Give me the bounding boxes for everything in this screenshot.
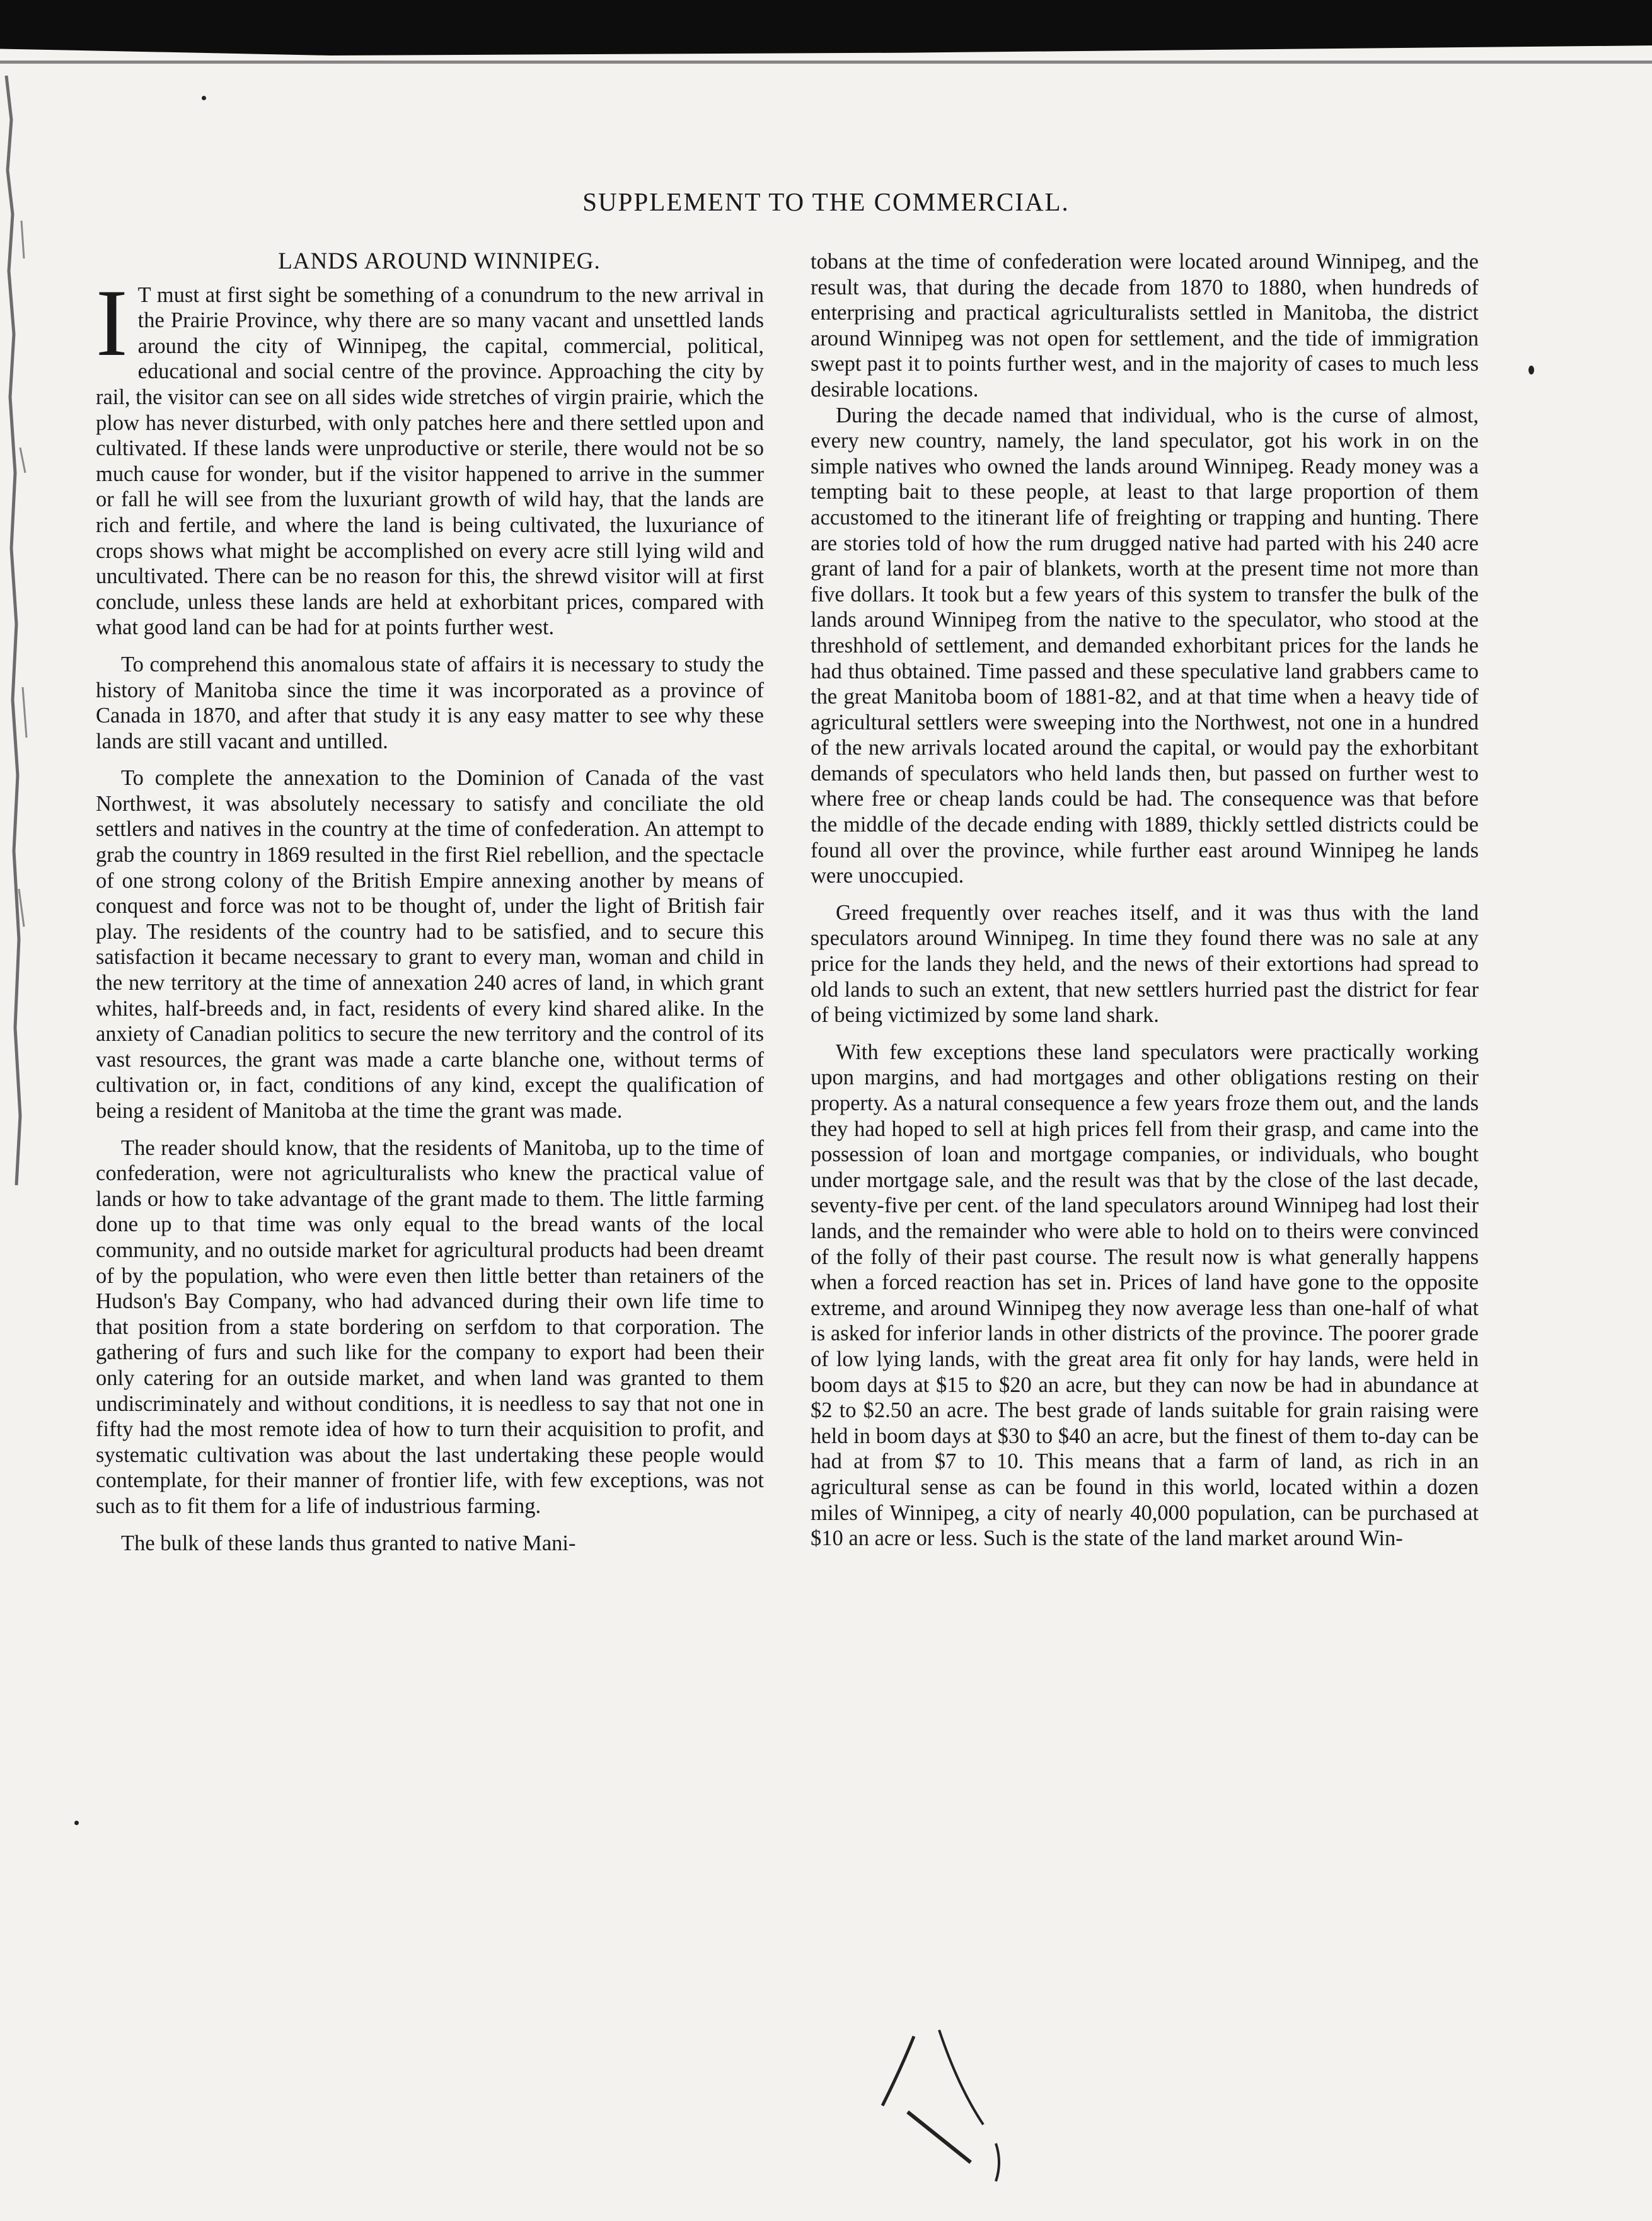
scan-dot — [1528, 366, 1534, 374]
paragraph: Greed frequently over reaches itself, and it was thus with the land speculators around Winnipeg. In time they found there was no sale at any price for the lands they held, and the news of their extortions had spread to old lands to such an extent, that new settlers hurried past the district for fear of being victimized by some land shark. — [811, 900, 1479, 1028]
top-scan-border — [0, 0, 1652, 55]
top-rule — [0, 61, 1652, 64]
paragraph — [96, 269, 764, 641]
article-title: LANDS AROUND WINNIPEG. — [278, 248, 601, 274]
left-column — [96, 249, 764, 1556]
paragraph: The bulk of these lands thus granted to native Mani- — [121, 1531, 576, 1555]
paragraph: tobans at the time of confederation were located around Winnipeg, and the result was, that during the decade from 1870 to 1880, when hundreds of enterprising and practical agriculturalists settled in Manitoba, the district around Winnipeg was not open for settlement, and the tide of immigration swept past it to points further west, and in the majority of cases to much less desirable locations. — [811, 250, 1479, 402]
paragraph: With few exceptions these land speculators were practically working upon margins, and had mortgages and other obligations resting on their property. As a natural consequence a few years froze them out, and the lands they had hoped to sell at high prices fell from their grasp, and came into the possession of loan and mortgage companies, or individuals, who bought under mortgage sale, and the result was that by the close of the last decade, seventy-five per cent. of the land speculators around Winnipeg had lost their lands, and the remainder who were able to hold on to theirs were convinced of the folly of their past course. The result now is what generally happens when a forced reaction has set in. Prices of land have gone to the opposite extreme, and around Winnipeg they now average less than one-half of what is asked for inferior lands in other districts of the province. The poorer grade of low lying lands, with the great area fit only for hay lands, were held in boom days at $15 to $20 an acre, but they can now be had in abundance at $2 to $2.50 an acre. The best grade of lands suitable for grain raising were held in boom days at $30 to $40 an acre, but the finest of them to-day can be had at from $7 to 10. This means that a farm of land, as rich in an agricultural sense as can be found in this world, located within a dozen miles of Winnipeg, a city of nearly 40,000 population, can be purchased at $10 an acre or less. Such is the state of the land market around Win- — [811, 1040, 1479, 1551]
drop-cap: I — [96, 269, 128, 376]
paragraph: To complete the annexation to the Dominion of Canada of the vast Northwest, it was absolutely necessary to satisfy and conciliate the old settlers and natives in the country at the time of confederation. An attempt to grab the country in 1869 resulted in the first Riel rebellion, and the spectacle of one strong colony of the British Empire annexing another by means of conquest and force was not to be thought of, under the light of British fair play. The residents of the country had to be satisfied, and to secure this satisfaction it became necessary to grant to every man, woman and child in the new territory at the time of annexation 240 acres of land, in which grant whites, half-breeds and, in fact, residents of every kind shared alike. In the anxiety of Canadian politics to secure the new territory and the control of its vast resources, the grant was made a carte blanche one, without terms of cultivation or, in fact, conditions of any kind, except the qualification of being a resident of Manitoba at the time the grant was made. — [96, 766, 764, 1123]
paragraph: To comprehend this anomalous state of affairs it is necessary to study the history of Manitoba since the time it was incorporated as a province of Canada in 1870, and after that study it is any easy matter to see why these lands are still vacant and untilled. — [96, 652, 764, 753]
pencil-scribble — [870, 2011, 1084, 2200]
supplement-header: SUPPLEMENT TO THE COMMERCIAL. — [582, 187, 1070, 216]
paragraph: The reader should know, that the residents of Manitoba, up to the time of confederation, were not agriculturalists who knew the practical value of lands or how to take advantage of the grant made to them. The little farming done up to that time was only equal to the bread wants of the local community, and no outside market for agricultural products had been dreamt of by the population, who were even then little better than retainers of the Hudson's Bay Company, who had advanced during their own life time to that position from a state bordering on serfdom to that corporation. The gathering of furs and such like for the company to export had been their only catering for an outside market, and when land was granted to them undiscriminately and without conditions, it is needless to say that not one in fifty had the most remote idea of how to turn their acquisition to profit, and systematic cultivation was about the last undertaking these people would contemplate, for their manner of frontier life, with few exceptions, was not such as to fit them for a life of industrious farming. — [96, 1135, 764, 1518]
scan-dot — [74, 1821, 79, 1825]
scan-dot — [202, 96, 206, 100]
right-column — [811, 249, 1479, 1551]
paragraph: During the decade named that individual, who is the curse of almost, every new country, namely, the land speculator, got his work in on the simple natives who owned the lands around Winnipeg. Ready money was a tempting bait to these people, at least to that large proportion of them accustomed to the itinerant life of freighting or trapping and hunting. There are stories told of how the rum drugged native had parted with his 240 acre grant of land for a pair of blankets, worth at the present time not more than five dollars. It took but a few years of this system to transfer the bulk of the lands around Winnipeg from the native to the speculator, who stood at the threshhold of settlement, and demanded exhorbitant prices for the lands he had thus obtained. Time passed and these speculative land grabbers came to the great Manitoba boom of 1881-82, and at that time when a heavy tide of agricultural settlers were sweeping into the Northwest, not one in a hundred of the new arrivals located around the capital, or would pay the exhorbitant demands of speculators who held lands then, but passed on further west to where free or cheap lands could be had. The consequence was that before the middle of the decade ending with 1889, thickly settled districts could be found all over the province, while further east around Winnipeg he lands were unoccupied. — [811, 403, 1479, 888]
paragraph-text: T must at first sight be something of a conundrum to the new arrival in the Prairie Province, why there are so many vacant and unsettled lands around the city of Winnipeg, the capital, commercial, political, educational and social centre of the province. Approaching the city by rail, the visitor can see on all sides wide stretches of virgin prairie, which the plow has never disturbed, with only patches here and there settled upon and cultivated. If these lands were unproductive or sterile, there would not be so much cause for wonder, but if the visitor happened to arrive in the summer or fall he will see from the luxuriant growth of wild hay, that the lands are rich and fertile, and where the land is being cultivated, the luxuriance of crops shows what might be accomplished on every acre still lying wild and uncultivated. There can be no reason for this, the shrewd visitor will at first conclude, unless these lands are held at exhorbitant prices, compared with what good land can be had for at points further west. — [96, 282, 764, 640]
scan-edge-artifact — [3, 69, 35, 1192]
